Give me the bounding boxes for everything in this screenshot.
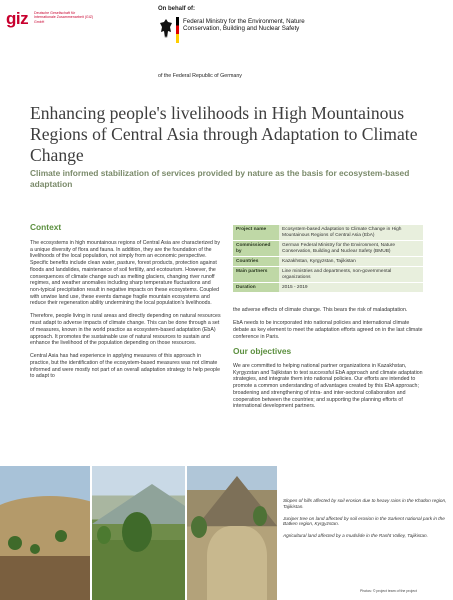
objectives-paragraph: We are committed to helping national partner organizations in Kazakhstan, Kyrgyzstan and Tajikistan to test successful EbA approach and climate adaptation strategies, and integrate them into national policies. Our efforts are intended to promote a common understanding of advantages created by this EbA approach; broadening and strengthening of intra- and inter-sectoral collaboration and cooperation between the countries; and supporting the planning efforts of international development partners.: [233, 363, 423, 410]
table-key: Project name: [233, 225, 279, 240]
table-value: German Federal Ministry for the Environment, Nature Conservation, Building and Nuclear Safety (BMUB): [279, 241, 423, 256]
table-row: [233, 283, 423, 292]
table-key: Main partners: [233, 267, 279, 282]
photo-juniper-tree: [92, 466, 185, 600]
table-key: Duration: [233, 283, 279, 292]
page-title: Enhancing people's livelihoods in High Mountainous Regions of Central Asia through Adaptation to Climate Change: [30, 103, 418, 165]
table-value: Kazakhstan, Kyrgyzstan, Tajikistan: [279, 257, 423, 266]
table-key: Commissioned by: [233, 241, 279, 256]
table-value: Ecosystem-based Adaptation to Climate Change in High Mountainous Regions of Central Asia (EbA): [279, 225, 423, 240]
photo-caption: Slopes of hills affected by soil erosion due to heavy rains in the Khatlon region, Tajikistan.: [283, 498, 447, 509]
on-behalf-label: On behalf of:: [158, 6, 195, 12]
table-row: [233, 225, 423, 240]
photo-eroded-hills: [0, 466, 90, 600]
table-row: [233, 241, 423, 256]
ministry-name: Federal Ministry for the Environment, Nature Conservation, Building and Nuclear Safety: [183, 18, 305, 33]
project-info-table: [233, 224, 423, 293]
context-heading: Context: [30, 222, 62, 232]
context-paragraph: Central Asia has had experience in applying measures of this approach in practice, but the identification of the ecosystem-based measures was not climate informed and were mostly not part of an overall adaptation strategy to help people to adapt to: [30, 353, 220, 380]
table-value: Line ministries and departments, non-governmental organizations: [279, 267, 423, 282]
context-paragraph: The ecosystems in high mountainous regions of Central Asia are characterized by a unique diversity of flora and fauna. In addition, they are the foundation of the livelihoods of the local population, not simply from an economic perspective. Specific benefits include clean water, pasture, forest products, protection against floods and landslides, maintenance of soil fertility, and ecotourism. However, the consequences of climate change such as melting glaciers, changing river runoff regimes, and weather anomalies including sharp temperature fluctuations and non-typical precipitation result in negative impacts on these ecosystems. Coupled with unwise land use, these events damage fragile mountain ecosystems and reduce their regeneration ability undermining the local population's livelihoods.: [30, 240, 220, 307]
body-paragraph: EbA needs to be incorporated into national policies and international climate debate as key element to meet the adaptation efforts agreed on in the last climate conference in Paris.: [233, 320, 423, 340]
giz-logo: giz: [6, 9, 29, 28]
table-row: [233, 257, 423, 266]
table-value: 2015 - 2019: [279, 283, 423, 292]
photo-mudslide-land: [187, 466, 277, 600]
context-continuation: [233, 307, 423, 347]
objectives-heading: Our objectives: [233, 346, 292, 356]
photo-captions: [283, 498, 448, 545]
context-paragraph: Therefore, people living in rural areas and directly depending on natural resources must adapt to adverse impacts of climate change. This can be done through a set of measures, known in the world practice as ecosystem-based adaptation (EbA) approach. It promotes the sustainable use of natural resources to sustain and enhance the livelihood of the population depending on those resources.: [30, 313, 221, 347]
context-body: [30, 240, 222, 387]
page-subtitle: Climate informed stabilization of services provided by nature as the basis for ecosystem-based adaptation: [30, 168, 410, 189]
photo-caption: Agricultural land affected by a mudslide in the Rasht Valley, Tajikistan.: [283, 533, 428, 539]
german-flag-bar: [176, 17, 179, 43]
photo-caption: Juniper tree on land affected by soil erosion in the Sarkent national park in the Batken region, Kyrgyzstan.: [283, 515, 445, 527]
table-key: Countries: [233, 257, 279, 266]
giz-full-name: Deutsche Gesellschaft für Internationale Zusammenarbeit (GIZ) GmbH: [34, 11, 94, 24]
table-row: [233, 267, 423, 282]
republic-label: of the Federal Republic of Germany: [158, 73, 242, 79]
objectives-body: [233, 363, 423, 416]
photo-credit: Photos: © project team of the project: [360, 589, 417, 593]
body-paragraph: the adverse effects of climate change. This bears the risk of maladaptation.: [233, 307, 408, 313]
federal-eagle-icon: [159, 18, 173, 40]
